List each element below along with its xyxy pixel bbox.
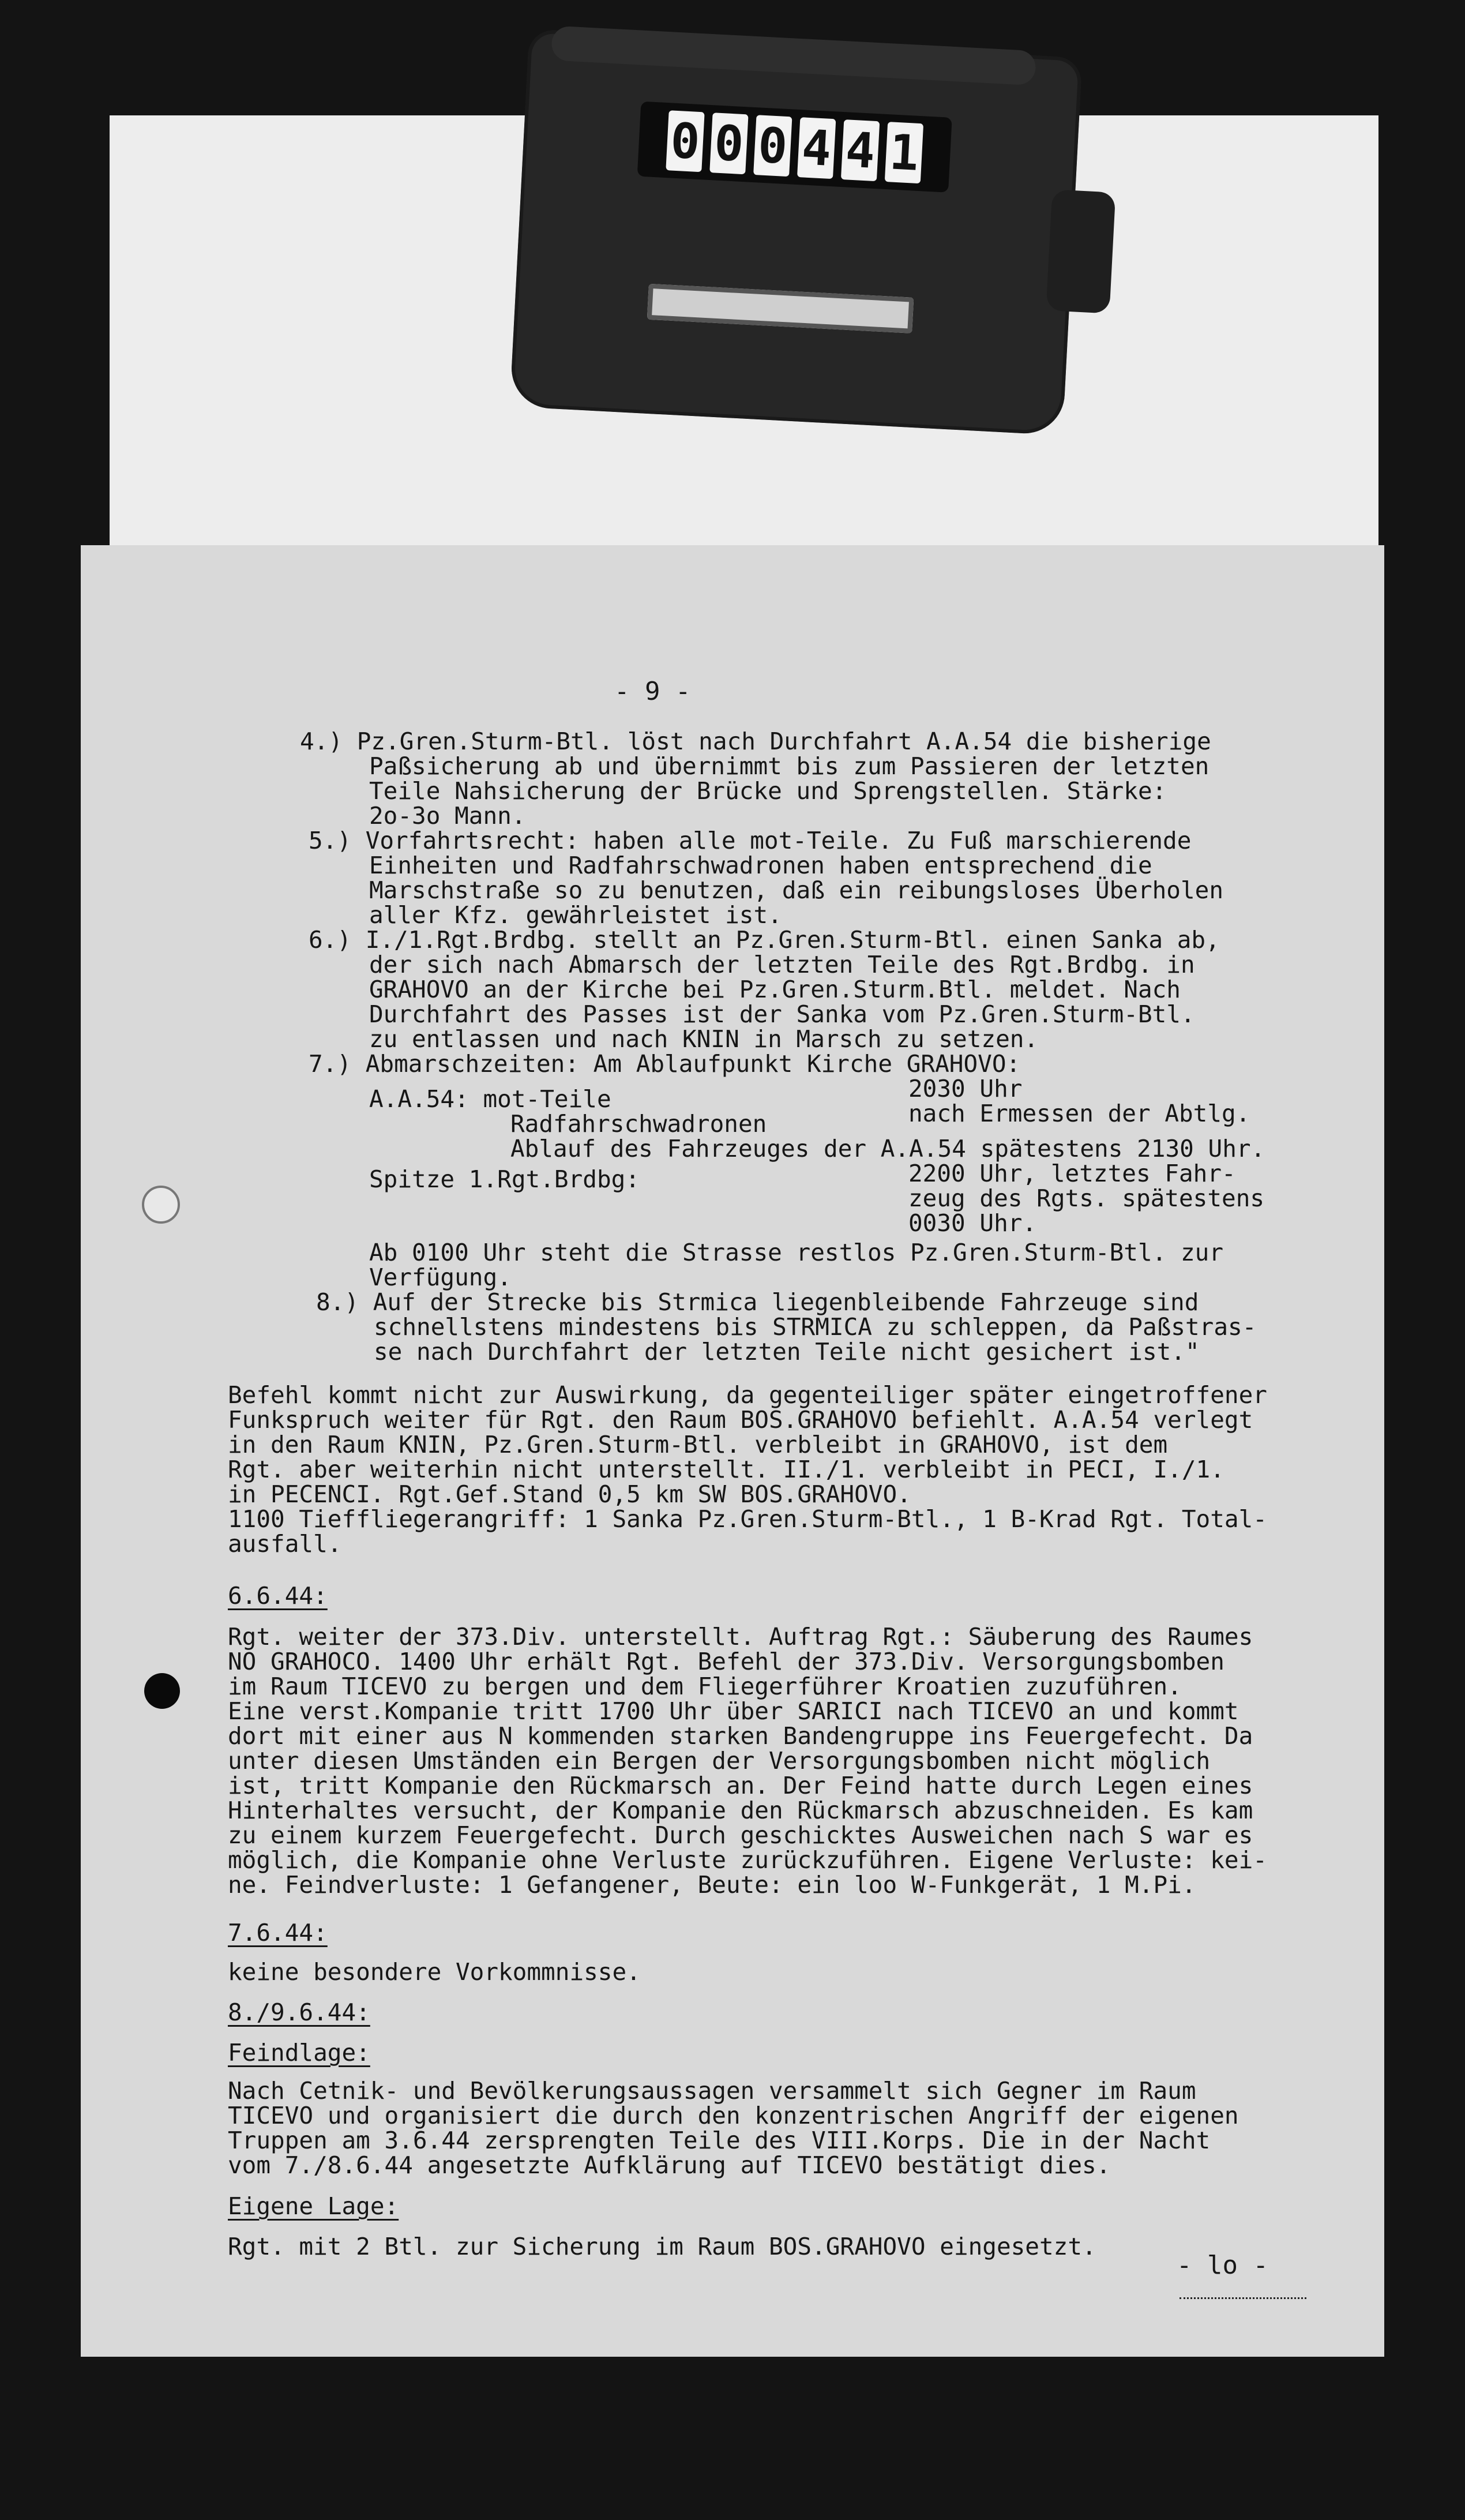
section-heading: Eigene Lage: [228, 2192, 399, 2220]
text-line: in den Raum KNIN, Pz.Gren.Sturm-Btl. verbleibt in GRAHOVO, ist dem [228, 1431, 1168, 1458]
text-line: TICEVO und organisiert die durch den konzentrischen Angriff der eigenen [228, 2102, 1239, 2129]
text-line: Paßsicherung ab und übernimmt bis zum Passieren der letzten [369, 752, 1209, 780]
text-line: zu einem kurzem Feuergefecht. Durch geschicktes Ausweichen nach S war es [228, 1821, 1253, 1849]
counter-window [637, 102, 952, 193]
text-line: Truppen am 3.6.44 zersprengten Teile des VIII.Korps. Die in der Nacht [228, 2127, 1211, 2154]
text-line: Rgt. weiter der 373.Div. unterstellt. Auftrag Rgt.: Säuberung des Raumes [228, 1623, 1253, 1651]
text-line: schnellstens mindestens bis STRMICA zu schleppen, da Paßstras- [374, 1313, 1257, 1341]
text-line: Ab 0100 Uhr steht die Strasse restlos Pz.Gren.Sturm-Btl. zur [369, 1239, 1224, 1266]
section-heading: 7.6.44: [228, 1919, 328, 1947]
counter-digit: 4 [797, 117, 836, 179]
text-line: Eine verst.Kompanie tritt 1700 Uhr über SARICI nach TICEVO an und kommt [228, 1697, 1239, 1725]
text-line: 0030 Uhr. [908, 1209, 1037, 1237]
counter-digit: 4 [841, 119, 880, 181]
text-line: A.A.54: mot-Teile [369, 1085, 611, 1113]
text-line: Rgt. mit 2 Btl. zur Sicherung im Raum BOS.GRAHOVO eingesetzt. [228, 2233, 1096, 2260]
text-line: 2o-3o Mann. [369, 802, 526, 830]
text-line: NO GRAHOCO. 1400 Uhr erhält Rgt. Befehl der 373.Div. Versorgungsbomben [228, 1648, 1224, 1675]
text-line: in PECENCI. Rgt.Gef.Stand 0,5 km SW BOS.GRAHOVO. [228, 1480, 911, 1508]
counter-digit: 0 [753, 115, 792, 177]
counter-knob [1046, 189, 1116, 313]
text-line: Verfügung. [369, 1263, 512, 1291]
text-line: 1100 Tieffliegerangriff: 1 Sanka Pz.Gren.Sturm-Btl., 1 B-Krad Rgt. Total- [228, 1505, 1267, 1533]
text-line: möglich, die Kompanie ohne Verluste zurückzuführen. Eigene Verluste: kei- [228, 1846, 1267, 1874]
text-line: 8.) Auf der Strecke bis Strmica liegenbleibende Fahrzeuge sind [316, 1288, 1199, 1316]
text-line: Durchfahrt des Passes ist der Sanka vom Pz.Gren.Sturm-Btl. [369, 1000, 1195, 1028]
text-line: 4.) Pz.Gren.Sturm-Btl. löst nach Durchfahrt A.A.54 die bisherige [300, 727, 1211, 755]
text-line: Ablauf des Fahrzeuges der A.A.54 spätestens 2130 Uhr. [510, 1135, 1265, 1162]
next-page-number: - lo - [1177, 2251, 1268, 2280]
punch-hole [142, 1186, 180, 1224]
text-line: dort mit einer aus N kommenden starken Bandengruppe ins Feuergefecht. Da [228, 1722, 1253, 1750]
text-line: ist, tritt Kompanie den Rückmarsch an. Der Feind hatte durch Legen eines [228, 1772, 1253, 1799]
text-line: nach Ermessen der Abtlg. [908, 1100, 1250, 1127]
text-line: 7.) Abmarschzeiten: Am Ablaufpunkt Kirche GRAHOVO: [309, 1050, 1021, 1078]
counter-plate [647, 284, 914, 333]
counter-digit: 1 [885, 122, 923, 183]
text-line: GRAHOVO an der Kirche bei Pz.Gren.Sturm.Btl. meldet. Nach [369, 976, 1181, 1003]
text-line: Radfahrschwadronen [510, 1110, 767, 1138]
text-line: 6.) I./1.Rgt.Brdbg. stellt an Pz.Gren.Sturm-Btl. einen Sanka ab, [309, 926, 1220, 954]
text-line: vom 7./8.6.44 angesetzte Aufklärung auf TICEVO bestätigt dies. [228, 2151, 1111, 2179]
numbering-counter [510, 29, 1083, 435]
page-number: - 9 - [614, 677, 691, 706]
text-line: Nach Cetnik- und Bevölkerungsaussagen versammelt sich Gegner im Raum [228, 2077, 1196, 2105]
text-line: zu entlassen und nach KNIN in Marsch zu setzen. [369, 1025, 1039, 1053]
text-line: 5.) Vorfahrtsrecht: haben alle mot-Teile. Zu Fuß marschierende [309, 827, 1192, 854]
text-line: se nach Durchfahrt der letzten Teile nicht gesichert ist." [374, 1338, 1200, 1366]
text-line: Teile Nahsicherung der Brücke und Sprengstellen. Stärke: [369, 777, 1167, 805]
text-line: Spitze 1.Rgt.Brdbg: [369, 1165, 640, 1193]
text-line: Einheiten und Radfahrschwadronen haben entsprechend die [369, 852, 1152, 879]
section-heading: 6.6.44: [228, 1582, 328, 1610]
text-line: ne. Feindverluste: 1 Gefangener, Beute: ein loo W-Funkgerät, 1 M.Pi. [228, 1871, 1196, 1899]
section-heading: Feindlage: [228, 2039, 370, 2067]
text-line: im Raum TICEVO zu bergen und dem Fliegerführer Kroatien zuzuführen. [228, 1672, 1182, 1700]
counter-digit: 0 [666, 110, 704, 172]
text-line: aller Kfz. gewährleistet ist. [369, 901, 782, 929]
counter-digit: 0 [709, 112, 748, 174]
punch-hole [144, 1673, 180, 1709]
text-line: zeug des Rgts. spätestens [908, 1184, 1265, 1212]
text-line: 2030 Uhr [908, 1075, 1023, 1102]
counter-top-edge [551, 25, 1036, 85]
text-line: der sich nach Abmarsch der letzten Teile des Rgt.Brdbg. in [369, 951, 1195, 978]
text-line: Befehl kommt nicht zur Auswirkung, da gegenteiliger später eingetroffener [228, 1381, 1267, 1409]
text-line: Funkspruch weiter für Rgt. den Raum BOS.GRAHOVO befiehlt. A.A.54 verlegt [228, 1406, 1253, 1434]
section-heading: 8./9.6.44: [228, 1998, 370, 2026]
footer-rule [1179, 2297, 1306, 2299]
text-line: 2200 Uhr, letztes Fahr- [908, 1160, 1236, 1187]
text-line: Marschstraße so zu benutzen, daß ein reibungsloses Überholen [369, 876, 1224, 904]
text-line: keine besondere Vorkommnisse. [228, 1958, 641, 1986]
text-line: Rgt. aber weiterhin nicht unterstellt. II./1. verbleibt in PECI, I./1. [228, 1456, 1224, 1483]
text-line: unter diesen Umständen ein Bergen der Versorgungsbomben nicht möglich [228, 1747, 1211, 1775]
text-line: ausfall. [228, 1530, 342, 1558]
text-line: Hinterhaltes versucht, der Kompanie den Rückmarsch abzuschneiden. Es kam [228, 1797, 1253, 1824]
